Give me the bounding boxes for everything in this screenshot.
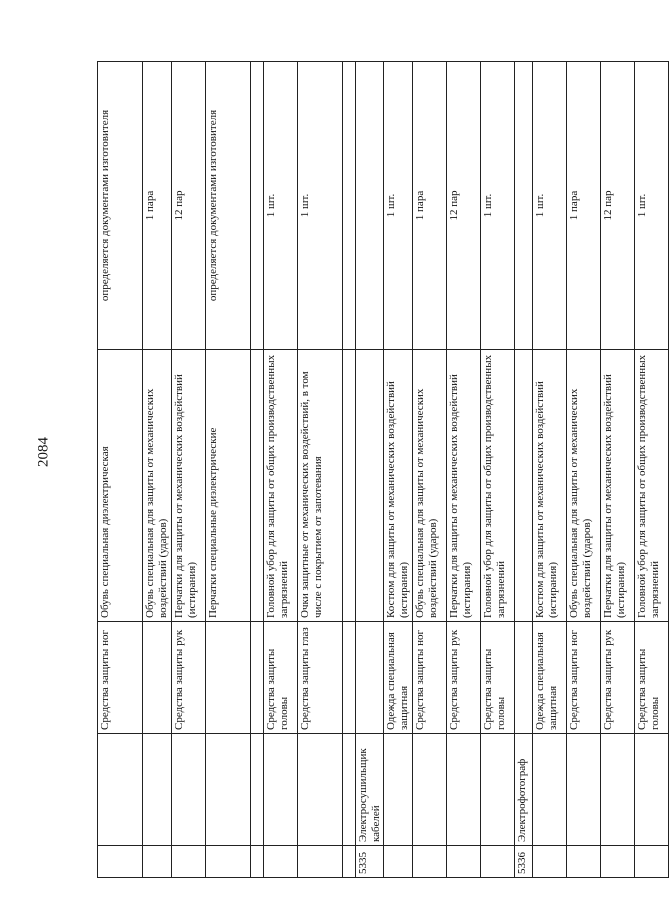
code-cell [413,846,447,878]
code-cell [533,846,567,878]
category-cell: Средства защиты ног [413,622,447,734]
norm-cell [251,62,264,350]
table-row [298,62,343,878]
category-cell: Одежда специальная защитная [384,622,413,734]
category-cell: Средства защиты рук [601,622,635,734]
table-row [481,62,515,878]
item-cell: Обувь специальная для защиты от механических воздействий (ударов) [143,350,172,622]
category-cell [515,622,533,734]
table-row [356,62,384,878]
item-cell: Перчатки для защиты от механических воздействий (истирания) [601,350,635,622]
item-cell: Перчатки для защиты от механических воздействий (истирания) [172,350,206,622]
profession-cell [481,734,515,846]
norm-cell: 12 пар [447,62,481,350]
table-row [515,62,533,878]
code-cell [384,846,413,878]
norm-cell [515,62,533,350]
item-cell: Обувь специальная диэлектрическая [98,350,143,622]
norms-table [97,61,669,878]
category-cell: Одежда специальная защитная [533,622,567,734]
item-cell [343,350,356,622]
code-cell [251,846,264,878]
table-row [343,62,356,878]
profession-cell [343,734,356,846]
table-row [206,62,251,878]
code-cell: 5335 [356,846,384,878]
category-cell: Средства защиты рук [447,622,481,734]
profession-cell [413,734,447,846]
norm-cell: 12 пар [172,62,206,350]
page-number: 2084 [35,437,52,467]
code-cell [172,846,206,878]
item-cell [251,350,264,622]
code-cell: 5336 [515,846,533,878]
item-cell: Перчатки для защиты от механических воздействий (истирания) [447,350,481,622]
norm-cell: определяется документами изготовителя [98,62,143,350]
table-row [635,62,669,878]
category-cell: Средства защиты ног [98,622,143,734]
profession-cell [251,734,264,846]
category-cell [143,622,172,734]
norm-cell: 1 шт. [298,62,343,350]
norm-cell: 1 пара [567,62,601,350]
table-row [533,62,567,878]
code-cell [264,846,298,878]
code-cell [343,846,356,878]
profession-cell [172,734,206,846]
category-cell: Средства защиты ног [567,622,601,734]
item-cell: Обувь специальная для защиты от механических воздействий (ударов) [567,350,601,622]
table-row [98,62,143,878]
profession-cell [384,734,413,846]
item-cell: Головной убор для защиты от общих производственных загрязнений [481,350,515,622]
table-row [264,62,298,878]
table-row [172,62,206,878]
profession-cell [635,734,669,846]
category-cell: Средства защиты головы [635,622,669,734]
item-cell [356,350,384,622]
item-cell: Головной убор для защиты от общих производственных загрязнений [635,350,669,622]
code-cell [567,846,601,878]
item-cell: Очки защитные от механических воздействий, в том числе с покрытием от запотевания [298,350,343,622]
profession-cell [143,734,172,846]
code-cell [481,846,515,878]
category-cell: Средства защиты рук [172,622,206,734]
profession-cell [533,734,567,846]
table-row [251,62,264,878]
profession-cell: Электросушильщик кабелей [356,734,384,846]
table-row [447,62,481,878]
norm-cell: 1 шт. [481,62,515,350]
category-cell: Средства защиты головы [481,622,515,734]
profession-cell [98,734,143,846]
norm-cell: 1 шт. [533,62,567,350]
table-wrapper [97,62,661,878]
code-cell [447,846,481,878]
code-cell [601,846,635,878]
norm-cell [356,62,384,350]
item-cell [515,350,533,622]
code-cell [298,846,343,878]
item-cell: Перчатки специальные диэлектрические [206,350,251,622]
profession-cell [601,734,635,846]
item-cell: Костюм для защиты от механических воздействий (истирания) [384,350,413,622]
category-cell [206,622,251,734]
item-cell: Костюм для защиты от механических воздействий (истирания) [533,350,567,622]
category-cell: Средства защиты глаз [298,622,343,734]
code-cell [635,846,669,878]
profession-cell [264,734,298,846]
category-cell [343,622,356,734]
table-row [143,62,172,878]
table-row [567,62,601,878]
norm-cell: 1 шт. [264,62,298,350]
norm-cell: 1 шт. [384,62,413,350]
profession-cell: Электрофотограф [515,734,533,846]
rotated-table-frame [97,62,661,878]
category-cell [251,622,264,734]
norm-cell: 1 шт. [635,62,669,350]
category-cell [356,622,384,734]
code-cell [143,846,172,878]
norm-cell: 12 пар [601,62,635,350]
category-cell: Средства защиты головы [264,622,298,734]
code-cell [98,846,143,878]
norm-cell [343,62,356,350]
profession-cell [567,734,601,846]
item-cell: Обувь специальная для защиты от механических воздействий (ударов) [413,350,447,622]
item-cell: Головной убор для защиты от общих производственных загрязнений [264,350,298,622]
profession-cell [206,734,251,846]
norm-cell: определяется документами изготовителя [206,62,251,350]
norm-cell: 1 пара [413,62,447,350]
table-row [413,62,447,878]
table-row [601,62,635,878]
profession-cell [298,734,343,846]
norm-cell: 1 пара [143,62,172,350]
code-cell [206,846,251,878]
table-row [384,62,413,878]
profession-cell [447,734,481,846]
